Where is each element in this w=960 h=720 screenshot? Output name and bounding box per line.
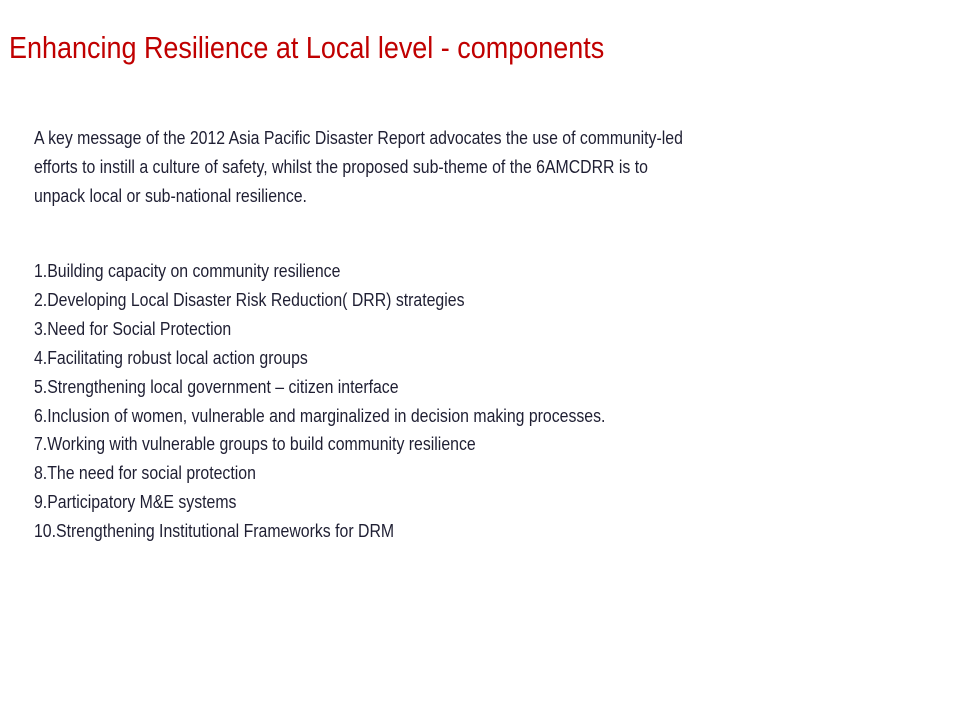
intro-line: A key message of the 2012 Asia Pacific Disaster Report advocates the use of community-led: [34, 128, 683, 148]
intro-line: efforts to instill a culture of safety, whilst the proposed sub-theme of the 6AMCDRR is to: [34, 157, 648, 177]
components-list: [34, 257, 605, 546]
intro-paragraph: [34, 124, 826, 211]
list-item: 7.Working with vulnerable groups to build community resilience: [34, 434, 476, 455]
list-item: 1.Building capacity on community resilience: [34, 261, 341, 281]
list-item: 9.Participatory M&E systems: [34, 492, 237, 513]
intro-line: unpack local or sub-national resilience.: [34, 186, 307, 206]
list-item: 4.Facilitating robust local action groups: [34, 347, 308, 368]
list-item: 5.Strengthening local government – citizen interface: [34, 376, 399, 397]
list-item: 8.The need for social protection: [34, 463, 256, 484]
list-item: 10.Strengthening Institutional Frameworks for DRM: [34, 521, 395, 542]
list-item: 6.Inclusion of women, vulnerable and marginalized in decision making processes.: [34, 405, 606, 426]
slide-title: Enhancing Resilience at Local level - components: [9, 30, 605, 65]
list-item: 3.Need for Social Protection: [34, 318, 232, 339]
list-item: 2.Developing Local Disaster Risk Reduction( DRR) strategies: [34, 289, 465, 310]
